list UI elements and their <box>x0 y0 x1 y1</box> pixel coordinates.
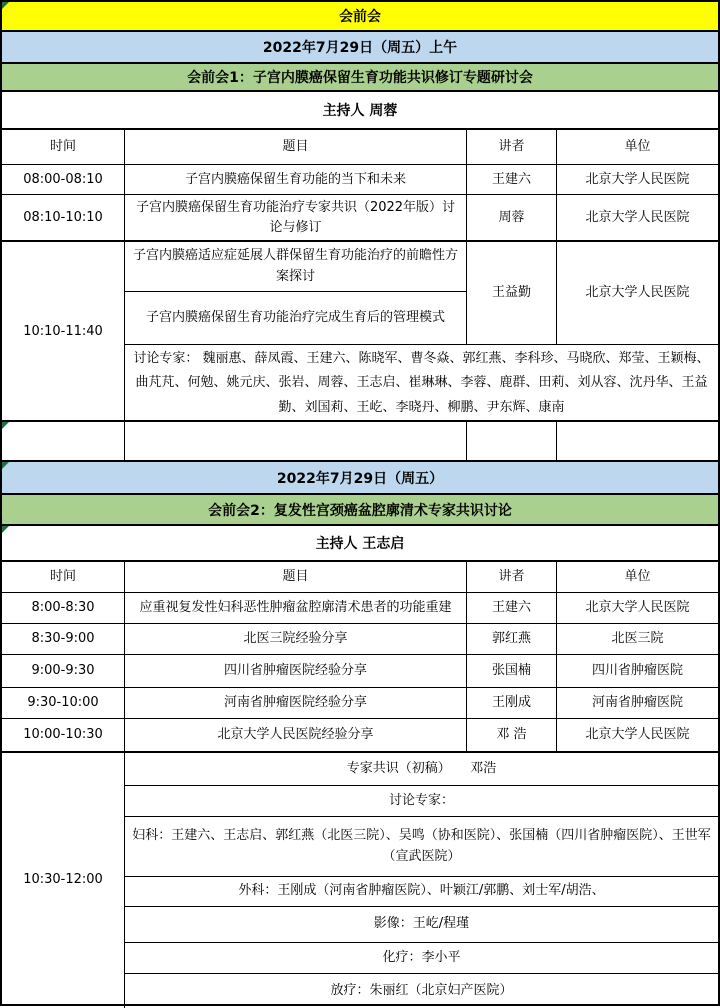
date-band-session1 <box>2 32 718 64</box>
time-cell: 10:00-10:30 <box>2 719 125 751</box>
gynecology-experts-cell: 妇科：王建六、王志启、郭红燕（北医三院）、吴鸣（协和医院）、张国楠（四川省肿瘤医院）、王世军（宣武医院） <box>125 817 718 877</box>
speaker-cell: 郭红燕 <box>467 624 557 654</box>
time-cell: 9:00-9:30 <box>2 655 125 687</box>
topic-cell: 应重视复发性妇科恶性肿瘤盆腔廓清术患者的功能重建 <box>125 593 467 623</box>
cell-corner-marker-icon <box>2 2 9 9</box>
schedule-row <box>2 719 718 753</box>
column-header-speaker: 讲者 <box>467 130 557 164</box>
merged-schedule-block <box>2 753 718 1008</box>
page-title-band <box>2 2 718 32</box>
chemotherapy-expert-cell: 化疗：李小平 <box>125 943 718 974</box>
unit-cell: 北京大学人民医院 <box>585 727 690 743</box>
unit-cell: 四川省肿瘤医院 <box>591 663 683 679</box>
topic-cell: 北京大学人民医院经验分享 <box>125 719 467 751</box>
moderator-band-session2 <box>2 526 718 562</box>
page-title: 会前会 <box>339 9 381 25</box>
moderator2-text: 主持人 王志启 <box>315 536 405 552</box>
topic-cell: 北医三院经验分享 <box>125 624 467 654</box>
empty-cell <box>557 422 718 460</box>
topic-cell: 子宫内膜癌保留生育功能的当下和未来 <box>125 165 467 194</box>
time-cell: 08:00-08:10 <box>2 165 125 194</box>
imaging-experts-cell: 影像：王屹/程瑾 <box>125 907 718 943</box>
topic-cell: 子宫内膜癌保留生育功能治疗完成生育后的管理模式 <box>125 292 467 345</box>
moderator1-text: 主持人 周蓉 <box>322 103 398 119</box>
session2-title: 会前会2：复发性宫颈癌盆腔廓清术专家共识讨论 <box>208 502 512 519</box>
topic-cell: 子宫内膜癌适应症延展人群保留生育功能治疗的前瞻性方案探讨 <box>125 242 467 292</box>
unit-cell: 北京大学人民医院 <box>557 242 718 345</box>
unit-cell: 北京大学人民医院 <box>585 209 690 225</box>
time-cell: 08:10-10:10 <box>2 195 125 240</box>
speaker-cell: 张国楠 <box>467 655 557 687</box>
column-header-unit: 单位 <box>624 569 651 585</box>
speaker-cell: 王建六 <box>467 593 557 623</box>
session2-title-band <box>2 495 718 526</box>
date-band-session2 <box>2 462 718 495</box>
column-header-time: 时间 <box>2 130 125 164</box>
speaker-cell: 邓 浩 <box>467 719 557 751</box>
time-cell: 10:10-11:40 <box>2 242 125 422</box>
discussion-experts-label-cell: 讨论专家： <box>125 786 718 817</box>
schedule-row <box>2 655 718 688</box>
radiotherapy-expert-cell: 放疗：朱丽红（北京妇产医院） <box>330 982 513 998</box>
topic-cell: 子宫内膜癌保留生育功能治疗专家共识（2022年版）讨论与修订 <box>125 195 467 240</box>
merged-schedule-block <box>2 242 718 422</box>
unit-cell: 北医三院 <box>611 631 664 647</box>
date-text: 2022年7月29日（周五） <box>276 470 444 487</box>
time-cell: 8:00-8:30 <box>2 593 125 623</box>
column-header-speaker: 讲者 <box>467 562 557 592</box>
empty-row <box>2 422 718 462</box>
time-cell: 10:30-12:00 <box>2 753 125 1008</box>
speaker-cell: 王建六 <box>467 165 557 194</box>
unit-cell: 北京大学人民医院 <box>585 600 690 616</box>
column-header-topic: 题目 <box>125 130 467 164</box>
schedule-row <box>2 624 718 655</box>
unit-cell: 北京大学人民医院 <box>585 171 690 187</box>
topic-cell: 四川省肿瘤医院经验分享 <box>125 655 467 687</box>
schedule-row <box>2 688 718 719</box>
schedule-row <box>2 195 718 242</box>
topic-cell: 河南省肿瘤医院经验分享 <box>125 688 467 718</box>
column-header-row <box>2 130 718 165</box>
schedule-row <box>2 165 718 195</box>
cell-corner-marker-icon <box>2 422 9 429</box>
column-header-topic: 题目 <box>125 562 467 592</box>
schedule-row <box>2 593 718 624</box>
date-text: 2022年7月29日（周五）上午 <box>262 40 458 56</box>
discussion-experts-cell: 讨论专家： 魏丽惠、薛凤霞、王建六、陈晓军、曹冬焱、郭红燕、李科珍、马晓欣、郑莹、王颖梅、曲芃芃、何勉、姚元庆、张岩、周蓉、王志启、崔琳琳、李蓉、鹿群、田莉、刘从容、沈丹华、王益勤、刘国莉、王屹、李晓丹、柳鹏、尹东辉、康南 <box>133 351 710 415</box>
speaker-cell: 王益勤 <box>467 242 557 345</box>
surgery-experts-cell: 外科：王刚成（河南省肿瘤医院）、叶颖江/郭鹏、刘士军/胡浩、 <box>125 877 718 907</box>
speaker-cell: 周蓉 <box>467 195 557 240</box>
cell-corner-marker-icon <box>2 462 9 469</box>
time-cell: 9:30-10:00 <box>2 688 125 718</box>
moderator-band-session1 <box>2 92 718 130</box>
session1-title-band <box>2 64 718 92</box>
unit-cell: 河南省肿瘤医院 <box>591 695 683 711</box>
speaker-cell: 王刚成 <box>467 688 557 718</box>
column-header-row <box>2 562 718 593</box>
column-header-unit: 单位 <box>624 139 651 155</box>
cell-corner-marker-icon <box>2 526 9 533</box>
empty-cell <box>2 422 125 460</box>
column-header-time: 时间 <box>2 562 125 592</box>
empty-cell <box>125 422 467 460</box>
time-cell: 8:30-9:00 <box>2 624 125 654</box>
session1-title: 会前会1：子宫内膜癌保留生育功能共识修订专题研讨会 <box>187 70 533 86</box>
empty-cell <box>467 422 557 460</box>
consensus-draft-cell: 专家共识（初稿） 邓浩 <box>125 753 718 786</box>
